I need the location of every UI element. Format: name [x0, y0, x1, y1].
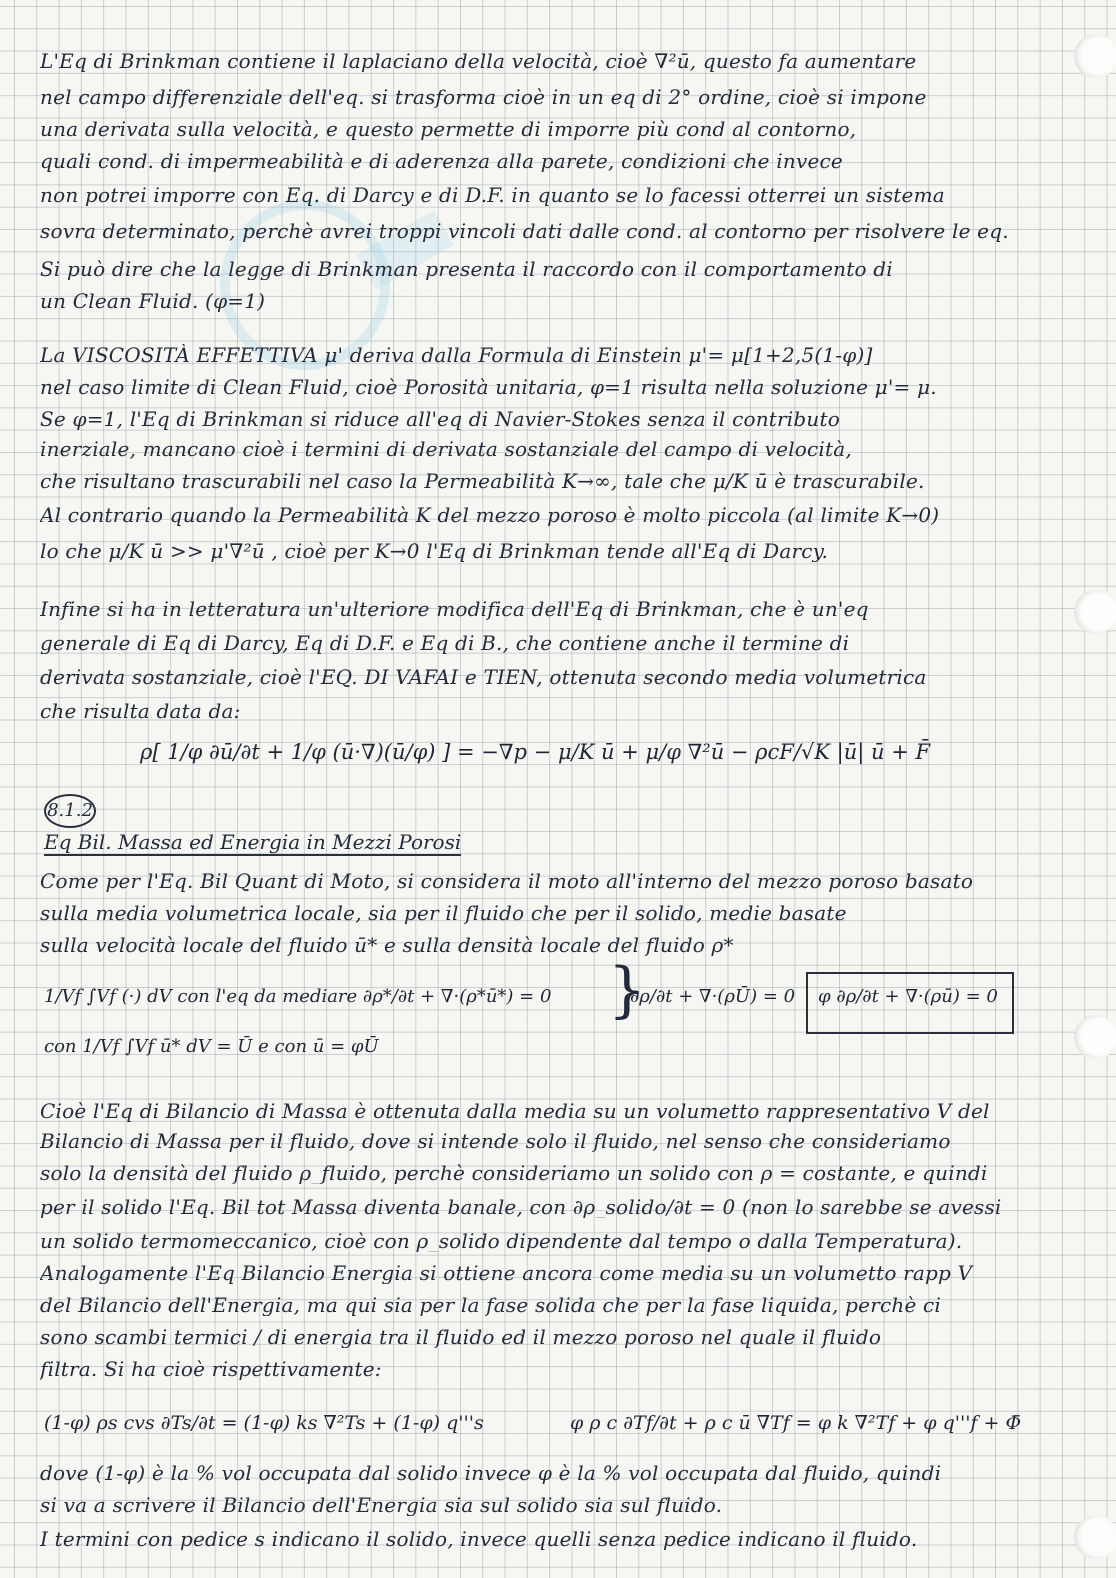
text-line: un Clean Fluid. (φ=1) — [40, 290, 266, 312]
text-line: quali cond. di impermeabilità e di aderenza alla parete, condizioni che invece — [40, 150, 843, 172]
text-line: Analogamente l'Eq Bilancio Energia si ottiene ancora come media su un volumetto rapp V — [40, 1262, 973, 1284]
text-line: Infine si ha in letteratura un'ulteriore modifica dell'Eq di Brinkman, che è un'eq — [40, 598, 869, 620]
text-line: L'Eq di Brinkman contiene il laplaciano della velocità, cioè ∇²ū, questo fa aumentare — [40, 50, 917, 72]
text-line: sulla velocità locale del fluido ū* e sulla densità locale del fluido ρ* — [40, 934, 734, 956]
mass-balance-porous-equation: φ ∂ρ/∂t + ∇·(ρū) = 0 — [818, 986, 998, 1007]
text-line: Come per l'Eq. Bil Quant di Moto, si considera il moto all'interno del mezzo poroso basato — [40, 870, 974, 892]
text-line: Bilancio di Massa per il fluido, dove si intende solo il fluido, nel senso che consideriamo — [40, 1130, 951, 1152]
text-line: Si può dire che la legge di Brinkman presenta il raccordo con il comportamento di — [40, 258, 893, 280]
text-line: I termini con pedice s indicano il solido, invece quelli senza pedice indicano il fluido. — [40, 1528, 918, 1550]
text-line: sulla media volumetrica locale, sia per il fluido che per il solido, medie basate — [40, 902, 847, 924]
text-line: non potrei imporre con Eq. di Darcy e di D.F. in quanto se lo facessi otterrei un sistema — [40, 184, 945, 206]
text-line: derivata sostanziale, cioè l'EQ. DI VAFAI e TIEN, ottenuta secondo media volumetrica — [40, 666, 927, 688]
section-title: Eq Bil. Massa ed Energia in Mezzi Porosi — [44, 830, 462, 854]
text-line: Se φ=1, l'Eq di Brinkman si riduce all'eq di Navier-Stokes senza il contributo — [40, 408, 840, 430]
text-line: che risultano trascurabili nel caso la Permeabilità K→∞, tale che μ/K ū è trascurabile. — [40, 470, 925, 492]
mass-average-equation: 1/Vf ∫Vf (·) dV con l'eq da mediare ∂ρ*/∂t + ∇·(ρ*ū*) = 0 — [44, 986, 552, 1007]
text-line: inerziale, mancano cioè i termini di derivata sostanziale del campo di velocità, — [40, 438, 852, 460]
text-line: un solido termomeccanico, cioè con ρ_solido dipendente dal tempo o dalla Temperatura). — [40, 1230, 963, 1252]
text-line: Cioè l'Eq di Bilancio di Massa è ottenuta dalla media su un volumetto rappresentativo V del — [40, 1100, 990, 1122]
text-line: sono scambi termici / di energia tra il fluido ed il mezzo poroso nel quale il fluido — [40, 1326, 882, 1348]
fluid-energy-equation: φ ρ c ∂Tf/∂t + ρ c ū ∇Tf = φ k ∇²Tf + φ q'''f + Φ̄ — [570, 1412, 1022, 1434]
text-line: La VISCOSITÀ EFFETTIVA μ' deriva dalla Formula di Einstein μ'= μ[1+2,5(1-φ)] — [40, 344, 873, 366]
text-line: Al contrario quando la Permeabilità K del mezzo poroso è molto piccola (al limite K→0) — [40, 504, 940, 526]
text-line: per il solido l'Eq. Bil tot Massa diventa banale, con ∂ρ_solido/∂t = 0 (non lo sarebbe se avessi — [40, 1196, 1002, 1218]
text-line: generale di Eq di Darcy, Eq di D.F. e Eq di B., che contiene anche il termine di — [40, 632, 850, 654]
binder-hole — [1074, 34, 1116, 78]
solid-energy-equation: (1-φ) ρs cvs ∂Ts/∂t = (1-φ) ks ∇²Ts + (1-φ) q'''s — [44, 1412, 484, 1434]
text-line: una derivata sulla velocità, e questo permette di imporre più cond al contorno, — [40, 118, 857, 140]
brace-symbol: } — [608, 955, 647, 1025]
binder-hole — [1074, 1015, 1116, 1059]
text-line: filtra. Si ha cioè rispettivamente: — [40, 1358, 382, 1380]
text-line: nel caso limite di Clean Fluid, cioè Porosità unitaria, φ=1 risulta nella soluzione μ'= μ. — [40, 376, 937, 398]
velocity-average-equation: con 1/Vf ∫Vf ū* dV = Ū e con ū = φŪ — [44, 1036, 379, 1057]
text-line: solo la densità del fluido ρ_fluido, perchè consideriamo un solido con ρ = costante, e quindi — [40, 1162, 988, 1184]
text-line: che risulta data da: — [40, 700, 241, 722]
vafai-tien-equation: ρ[ 1/φ ∂ū/∂t + 1/φ (ū·∇)(ū/φ) ] = −∇p − μ/K ū + μ/φ ∇²ū − ρcF/√K |ū| ū + F̄ — [140, 740, 931, 764]
binder-hole — [1074, 590, 1116, 634]
text-line: nel campo differenziale dell'eq. si trasforma cioè in un eq di 2° ordine, cioè si impone — [40, 86, 927, 108]
binder-hole — [1074, 1515, 1116, 1559]
text-line: sovra determinato, perchè avrei troppi vincoli dati dalle cond. al contorno per risolvere le eq. — [40, 220, 1009, 242]
text-line: si va a scrivere il Bilancio dell'Energia sia sul solido sia sul fluido. — [40, 1494, 723, 1516]
text-line: lo che μ/K ū >> μ'∇²ū , cioè per K→0 l'Eq di Brinkman tende all'Eq di Darcy. — [40, 540, 829, 562]
mass-balance-equation: ∂ρ/∂t + ∇·(ρŪ) = 0 — [630, 986, 796, 1007]
text-line: del Bilancio dell'Energia, ma qui sia per la fase solida che per la fase liquida, perchè ci — [40, 1294, 942, 1316]
text-line: dove (1-φ) è la % vol occupata dal solido invece φ è la % vol occupata dal fluido, quindi — [40, 1462, 942, 1484]
section-number: 8.1.2 — [44, 794, 96, 828]
